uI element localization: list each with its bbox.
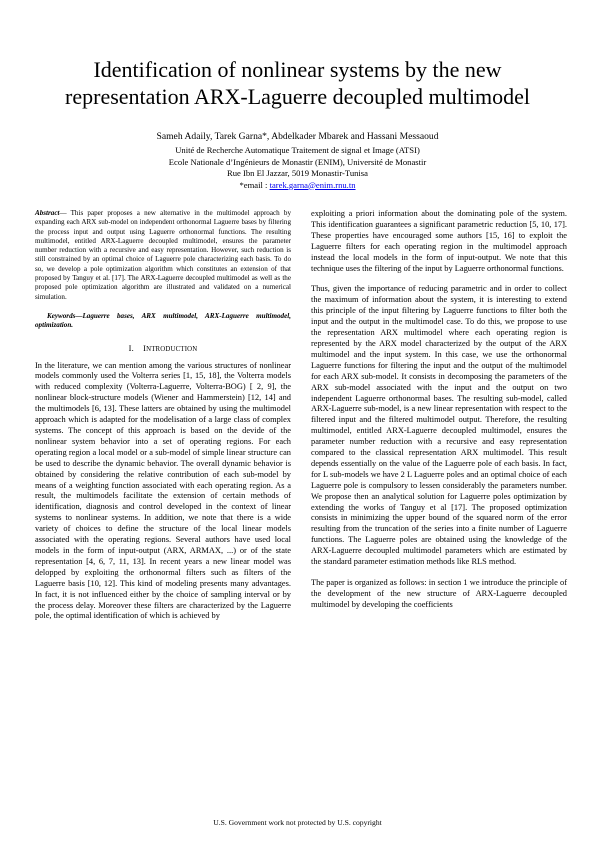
author-block [60, 130, 535, 191]
abstract [35, 209, 291, 302]
section-title-rest: NTRODUCTION [146, 345, 198, 353]
abstract-label: Abstract [35, 209, 60, 217]
email-link[interactable]: tarek.garna@enim.rnu.tn [269, 179, 356, 190]
abstract-text: — This paper proposes a new alternative in the multimodel approach by expanding each ARX sub-model on independent orthonormal Laguerre bases by filtering the process input and output using Laguerre orthonormal functions. The resulting multimodel, entitled ARX-Laguerre decoupled multimodel, ensures the parameter number reduction with a recursive and easy representation. However, such reduction is still constrained by an optimal choice of Laguerre pole characterizing each basis. To do so, we develop a pole optimization algorithm which constitutes an extension of that proposed by Tanguy et al. [17]. The ARX-Laguerre decoupled multimodel as well as the proposed pole optimization algorithm are illustrated and validated on a numerical simulation. [35, 209, 291, 301]
intro-paragraph: In the literature, we can mention among the various structures of nonlinear models commonly used the Volterra series [1, 15, 18], the Volterra models with reduced complexity (Volterra-Laguerre, Volterra-BOG) [ 2, 9], the nonlinear block-structure models (Wiener and Hammerstein) [12, 14] and the multimodels [6, 13]. These latters are obtained by using the multimodel approach which is adapted for the modelisation of a large class of complex systems. The concept of this approach is based on the devide of the nonlinear system behavior into a set of operating regions. For each operating region a local model or a sub-model of simple linear structure can be used to describe the dynamic behavior. The overall dynamic behavior is obtained by considering the relative contribution of each sub-model by means of a weighting function associated with each operating region. As a result, the multimodels facilitate the extension of certain methods of identification, diagnosis and control developed in the context of linear systems to nonlinear systems. In addition, we note that there is a wide variety of choices to define the structure of the local linear models associated with the operating regions. Several authors have used local models in the form of input-output (ARX, ARMAX, ...) or of the state representation [4, 6, 7, 11, 13]. In recent years a new linear model was delopped by exploiting the orthonormal filters such as filters of the Laguerre basis [10, 12]. This kind of modeling presents many advantages. In fact, it is not influenced either by the choice of sampling interval or by the process delay. Moreover these filters are characterized by the Laguerre pole, the optimal identification of which is achieved by [35, 360, 291, 621]
section-heading-introduction [35, 343, 291, 355]
affiliation-line-2: Ecole Nationale d’Ingénieurs de Monastir (ENIM), Université de Monastir [168, 156, 427, 167]
body-paragraph-3: The paper is organized as follows: in section 1 we introduce the principle of the development of the new structure of ARX-Laguerre decoupled multimodel by developing the coefficients [311, 578, 567, 609]
body-paragraph-1: exploiting a priori information about the dominating pole of the system. This identification guarantees a significant parametric reduction [5, 10, 17]. These properties have encouraged some authors [15, 16] to exploit the Laguerre filters for each operating region in the multimodel approach instead the local models in the form of input-output. We note that this technique uses the filtering of the input by Laguerre orthonormal functions. [311, 209, 567, 273]
keywords [35, 312, 291, 331]
email-line [60, 180, 535, 192]
keywords-text: Laguerre bases, ARX multimodel, ARX-Laguerre multimodel, optimization. [35, 311, 291, 330]
title-line-2: representation ARX-Laguerre decoupled multimodel [65, 84, 530, 109]
section-first-letter: I [143, 343, 147, 353]
affiliation-line-1: Unité de Recherche Automatique Traitement de signal et Image (ATSI) [175, 145, 420, 155]
title-line-1: Identification of nonlinear systems by the new [93, 57, 502, 82]
right-column [311, 209, 567, 611]
section-number: I. [128, 343, 134, 353]
left-column [35, 209, 291, 622]
copyright-footer: U.S. Government work not protected by U.S. copyright [213, 818, 382, 827]
author-list: Sameh Adaily, Tarek Garna*, Abdelkader Mbarek and Hassani Messaoud [156, 131, 439, 142]
email-prefix: *email : [239, 179, 270, 190]
paper-title [30, 56, 565, 110]
keywords-label: Keywords— [47, 311, 83, 320]
body-paragraph-2: Thus, given the importance of reducing parametric and in order to collect the maximum of information about the system, it is interesting to extend this principle of the input filtering by Laguerre functions to filter both the input and the output in the multimodel case. To do this, we propose to use the representation ARX multimodel where each operating region is represented by the ARX model characterized by the output of the ARX multimodel and the input system. In this case, we use the orthonormal Laguerre functions for filtering the input and the output of the multimodel for each ARX sub-model. It consists in decomposing the parameters of the ARX sub-model associated with the input and the output on two independent Laguerre orthonormal bases. The resulting sub-model, called ARX-Laguerre sub-model, is a new linear representation with respect to the filtered input and the filtered multimodel output. Therefore, the resulting multimodel, entitled ARX-Laguerre decoupled multimodel, ensures the parameter number reduction with a recursive and easy representation compared to the classical representation ARX multimodel. This result depends essentially on the value of the Laguerre pole of each basis. In fact, for L sub-models we have 2 L Laguerre poles and an optimal choice of each Laguerre pole is compulsory to lessen considerably the parameters number. We propose then an analytical solution for Laguerre poles optimization by extending the works of Tanguy et al [17]. The proposed optimization consists in minimizing the upper bound of the squared norm of the error resulting from the truncation of the series into a finite number of Laguerre functions. The Laguerre poles are obtained using the knowledge of the ARX-Laguerre decoupled multimodel parameters which are estimated by the standard parameter estimation methods like RLS method. [311, 284, 567, 567]
affiliation-line-3: Rue Ibn El Jazzar, 5019 Monastir-Tunisa [227, 168, 368, 178]
